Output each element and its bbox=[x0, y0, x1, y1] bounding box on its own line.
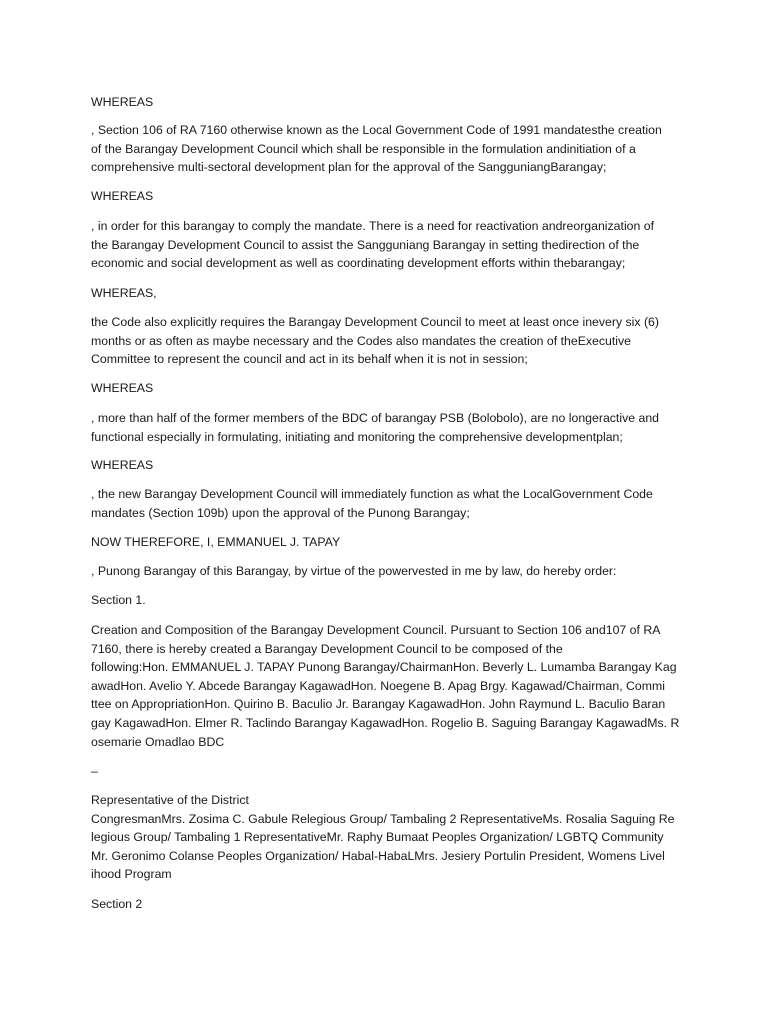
whereas-heading-3: WHEREAS, bbox=[91, 286, 157, 300]
whereas-clause-1: , Section 106 of RA 7160 otherwise known as the Local Government Code of 1991 mandatesthe creation of the Barangay Development Council which shall be responsible in the formulation andinitiation of a comprehensive multi-sectoral development plan for the approval of the SangguniangBarangay; bbox=[91, 123, 662, 175]
now-therefore-heading: NOW THEREFORE, I, EMMANUEL J. TAPAY bbox=[91, 535, 341, 549]
dash-separator: – bbox=[91, 764, 98, 778]
whereas-clause-3: the Code also explicitly requires the Barangay Development Council to meet at least once inevery six (6) months or as often as maybe necessary and the Codes also mandates the creation of theExecutive Committee to represent the council and act in its behalf when it is not in session; bbox=[91, 315, 659, 367]
whereas-clause-4: , more than half of the former members of the BDC of barangay PSB (Bolobolo), are no longeractive and functional especially in formulating, initiating and monitoring the comprehensive developmentplan; bbox=[91, 411, 660, 444]
section-1-heading: Section 1. bbox=[91, 593, 146, 607]
section-2-heading: Section 2 bbox=[91, 897, 143, 911]
whereas-clause-2: , in order for this barangay to comply the mandate. There is a need for reactivation andreorganization of the Barangay Development Council to assist the Sangguniang Barangay in setting thedirection of the economic and social development as well as coordinating development efforts within thebarangay; bbox=[91, 219, 655, 271]
whereas-clause-5: , the new Barangay Development Council will immediately function as what the LocalGovernment Code mandates (Section 109b) upon the approval of the Punong Barangay; bbox=[91, 487, 653, 520]
whereas-heading-2: WHEREAS bbox=[91, 189, 154, 203]
council-members-list: Representative of the District CongresmanMrs. Zosima C. Gabule Relegious Group/ Tambaling 2 RepresentativeMs. Rosalia Saguing Re legious Group/ Tambaling 1 RepresentativeMr. Raphy Bumaat Peoples Organization/ LGBTQ Community Mr. Geronimo Colanse Peoples Organization/ Habal-HabaLMrs. Jesiery Portulin President, Womens Livel ihood Program bbox=[91, 793, 675, 882]
whereas-heading-4: WHEREAS bbox=[91, 381, 154, 395]
section-1-body: Creation and Composition of the Barangay Development Council. Pursuant to Section 106 and107 of RA 7160, there is hereby created a Barangay Development Council to be composed of the following:Hon. EMMANUEL J. TAPAY Punong Barangay/ChairmanHon. Beverly L. Lumamba Barangay Kag awadHon. Avelio Y. Abcede Barangay KagawadHon. Noegene B. Apag Brgy. Kagawad/Chairman, Commi ttee on AppropriationHon. Quirino B. Baculio Jr. Barangay KagawadHon. John Raymund L. Baculio Baran gay KagawadHon. Elmer R. Taclindo Barangay KagawadHon. Rogelio B. Saguing Barangay KagawadMs. R osemarie Omadlao BDC bbox=[91, 623, 680, 749]
whereas-heading-1: WHEREAS bbox=[91, 95, 154, 109]
whereas-heading-5: WHEREAS bbox=[91, 458, 154, 472]
order-clause: , Punong Barangay of this Barangay, by virtue of the powervested in me by law, do hereby order: bbox=[91, 564, 617, 578]
